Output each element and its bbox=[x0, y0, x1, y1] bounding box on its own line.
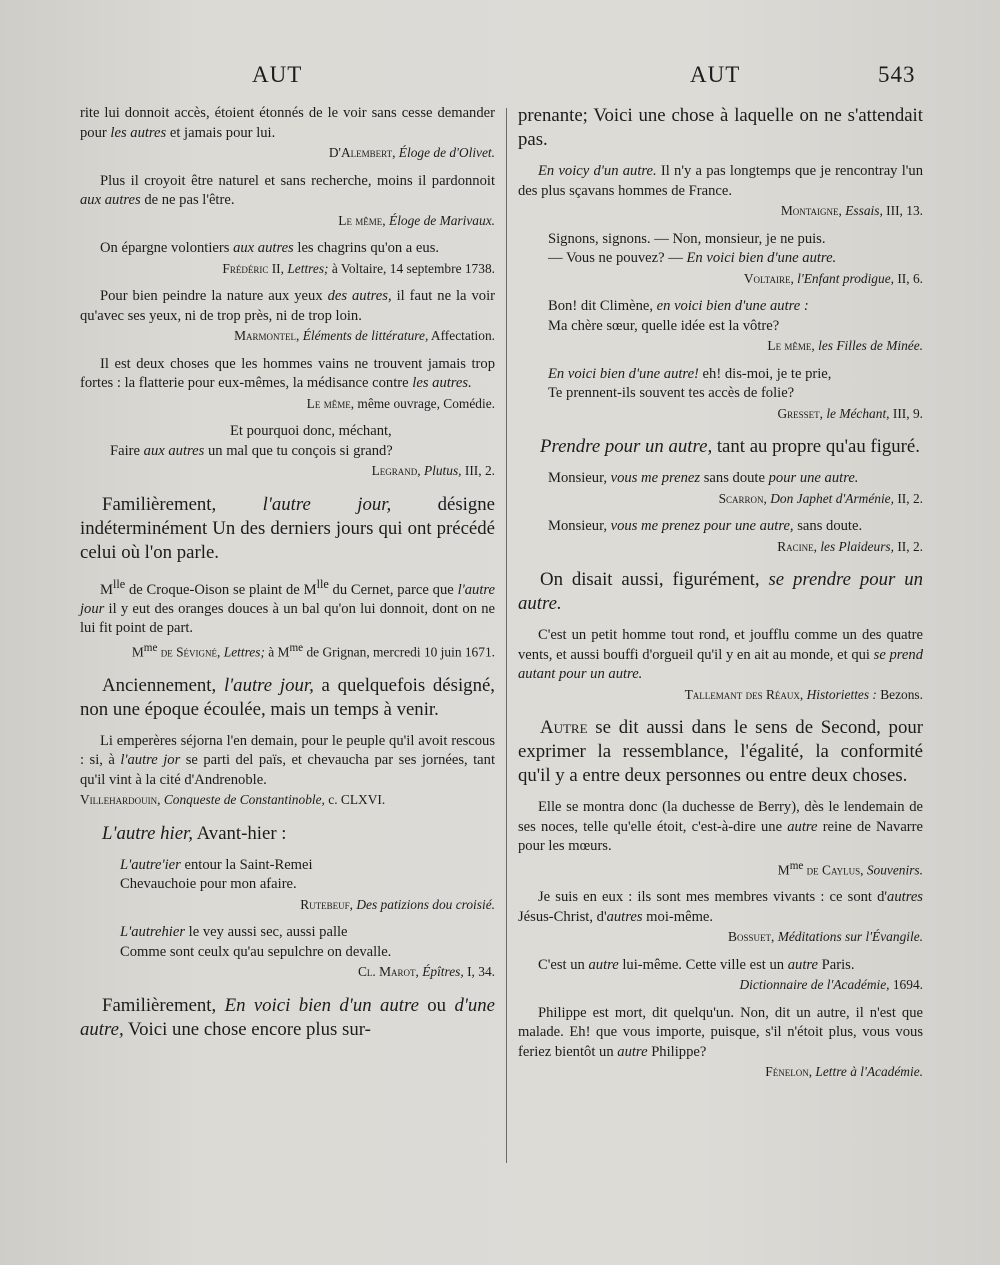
citation: D'Alembert, Éloge de d'Olivet. bbox=[328, 145, 495, 160]
citation: Le même, Éloge de Marivaux. bbox=[338, 212, 495, 228]
verse-line: Ma chère sœur, quelle idée est la vôtre? bbox=[548, 317, 780, 334]
quotation: Je suis en eux : ils sont mes membres vivants : ce sont d'autres Jésus-Christ, d'autres moi-même. bbox=[518, 889, 923, 925]
quotation: Li emperères séjorna l'en demain, pour le peuple qu'il avoit rescous : si, à l'autre jor se parti del païs, et chevaucha par ses jornées, tant qu'il vint à la cité d'Andrenoble. bbox=[80, 732, 495, 788]
verse-line: Monsieur, vous me prenez pour une autre, sans doute. bbox=[548, 518, 863, 534]
verse-line: L'autrehier le vey aussi sec, aussi palle bbox=[120, 924, 348, 941]
quotation: Elle se montra donc (la duchesse de Berry), dès le lendemain de ses noces, telle qu'elle étoit, c'est-à-dire une autre reine de Navarre pour les mœurs. bbox=[518, 799, 923, 854]
verse-quotation bbox=[518, 469, 923, 489]
verse-line: Monsieur, vous me prenez sans doute pour une autre. bbox=[548, 470, 859, 486]
verse-quotation bbox=[518, 365, 923, 404]
citation: Montaigne, Essais, III, 13. bbox=[780, 203, 923, 218]
verse-line: En voici bien d'une autre! eh! dis-moi, je te prie, bbox=[548, 365, 832, 382]
running-head-left: AUT bbox=[252, 62, 303, 87]
citation: Tallemant des Réaux, Historiettes : Bezons. bbox=[684, 686, 923, 702]
citation: Scarron, Don Japhet d'Arménie, II, 2. bbox=[718, 490, 923, 506]
definition: Autre se dit aussi dans le sens de Second, pour exprimer la ressemblance, l'égalité, la conformité qu'il y a entre deux personnes ou entre deux choses. bbox=[518, 717, 923, 786]
left-column bbox=[80, 104, 495, 1052]
definition: L'autre hier, Avant-hier : bbox=[102, 822, 287, 844]
verse-quotation bbox=[80, 856, 495, 895]
citation: Racine, les Plaideurs, II, 2. bbox=[777, 538, 923, 554]
definition: Anciennement, l'autre jour, a quelquefois désigné, non une époque écoulée, mais un temps à venir. bbox=[80, 674, 495, 720]
verse-line: Et pourquoi donc, méchant, bbox=[230, 423, 392, 439]
quotation: En voicy d'un autre. Il n'y a pas longtemps que je rencontray l'un des plus sçavans hommes de France. bbox=[518, 163, 923, 199]
verse-line: L'autre'ier entour la Saint-Remei bbox=[120, 856, 313, 873]
verse-quotation bbox=[518, 230, 923, 269]
citation: Bossuet, Méditations sur l'Évangile. bbox=[728, 929, 923, 945]
verse-line: Chevauchoie pour mon afaire. bbox=[120, 876, 297, 893]
citation: Cl. Marot, Épîtres, I, 34. bbox=[357, 964, 495, 980]
definition: Prendre pour un autre, tant au propre qu'au figuré. bbox=[540, 436, 920, 457]
quotation: Il est deux choses que les hommes vains ne trouvent jamais trop fortes : la flatterie pour eux-mêmes, la médisance contre les autres. bbox=[80, 355, 495, 391]
verse-line: — Vous ne pouvez? — En voici bien d'une autre. bbox=[548, 250, 837, 266]
verse-line: Comme sont ceulx qu'au sepulchre on devalle. bbox=[120, 943, 392, 960]
verse-quotation bbox=[518, 297, 923, 336]
verse-line: Te prennent-ils souvent tes accès de folie? bbox=[548, 385, 795, 401]
column-divider bbox=[506, 108, 507, 1163]
verse-quotation bbox=[80, 422, 495, 461]
quotation: Philippe est mort, dit quelqu'un. Non, dit un autre, il n'est que malade. Eh! que vous importe, puisque, s'il n'étoit plus, vous vous feriez bientôt un autre Philippe? bbox=[518, 1004, 923, 1060]
verse-line: Faire aux autres un mal que tu conçois si grand? bbox=[110, 442, 393, 459]
verse-quotation bbox=[80, 923, 495, 962]
citation: Le même, même ouvrage, Comédie. bbox=[306, 395, 495, 411]
citation: $M^{me}$ de Sévigné, Lettres; à $M^{me}$ de Grignan, mercredi 10 juin 1671. bbox=[131, 641, 495, 660]
definition: prenante; Voici une chose à laquelle on ne s'attendait pas. bbox=[518, 105, 923, 150]
quotation: Pour bien peindre la nature aux yeux des autres, il faut ne la voir qu'avec ses yeux, ni de trop près, ni de trop loin. bbox=[80, 288, 496, 324]
citation: Frédéric II, Lettres; à Voltaire, 14 septembre 1738. bbox=[222, 260, 495, 276]
citation: Fénelon, Lettre à l'Académie. bbox=[765, 1064, 923, 1080]
quotation: On épargne volontiers aux autres les chagrins qu'on a eus. bbox=[100, 240, 440, 256]
citation: Villehardouin, Conqueste de Constantinoble, c. CLXVI. bbox=[80, 792, 386, 808]
verse-line: Signons, signons. — Non, monsieur, je ne puis. bbox=[548, 230, 826, 247]
quotation: Plus il croyoit être naturel et sans recherche, moins il pardonnoit aux autres de ne pas l'être. bbox=[80, 172, 495, 208]
definition: On disait aussi, figurément, se prendre pour un autre. bbox=[518, 569, 923, 614]
quotation: $M^{lle}$ de Croque-Oison se plaint de $M^{lle}$ du Cernet, parce que l'autre jour il y eut des oranges douces à un bal qu'on lui donnoit, dont on ne lui fit point de part. bbox=[80, 576, 496, 637]
citation: Marmontel, Éléments de littérature, Affectation. bbox=[234, 328, 495, 343]
quotation: C'est un autre lui-même. Cette ville est un autre Paris. bbox=[538, 956, 855, 973]
citation: $M^{me}$ de Caylus, Souvenirs. bbox=[777, 859, 923, 877]
citation: Legrand, Plutus, III, 2. bbox=[371, 463, 495, 478]
page-number: 543 bbox=[878, 62, 916, 87]
citation: Gresset, le Méchant, III, 9. bbox=[777, 405, 923, 421]
citation: Dictionnaire de l'Académie, 1694. bbox=[739, 977, 923, 993]
definition: Familièrement, l'autre jour, désigne indéterminément Un des derniers jours qui ont précédé celui où l'on parle. bbox=[80, 493, 495, 563]
running-head-right: AUT bbox=[690, 62, 741, 87]
quotation: rite lui donnoit accès, étoient étonnés de le voir sans cesse demander pour les autres et jamais pour lui. bbox=[80, 105, 495, 141]
verse-quotation bbox=[518, 517, 923, 537]
definition: Familièrement, En voici bien d'un autre ou d'une autre, Voici une chose encore plus sur- bbox=[80, 994, 495, 1040]
quotation: C'est un petit homme tout rond, et joufflu comme un des quatre vents, et aussi bouffi d'orgueil qu'il y en ait au monde, et qui se prend autant pour un autre. bbox=[518, 627, 923, 682]
citation: Rutebeuf, Des patizions dou croisié. bbox=[300, 896, 495, 912]
citation: Voltaire, l'Enfant prodigue, II, 6. bbox=[743, 270, 923, 286]
verse-line: Bon! dit Climène, en voici bien d'une autre : bbox=[548, 298, 809, 314]
citation: Le même, les Filles de Minée. bbox=[767, 338, 923, 353]
right-column bbox=[518, 104, 923, 1091]
